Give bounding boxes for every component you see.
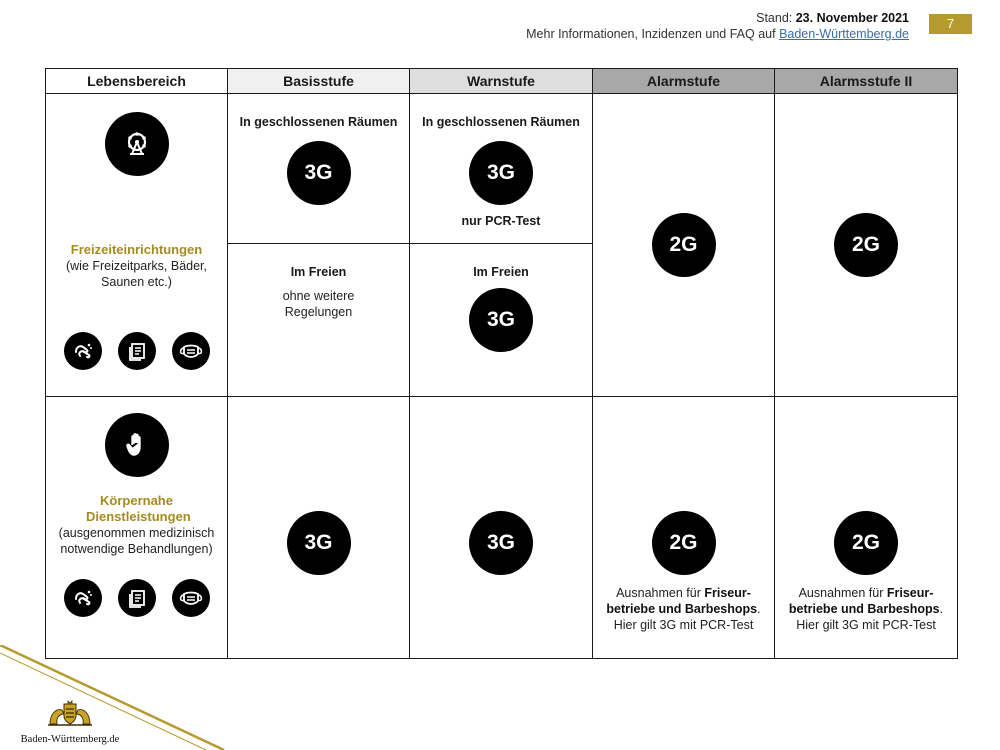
info-prefix: Mehr Informationen, Inzidenzen und FAQ auf [526, 27, 780, 41]
coat-of-arms-icon [44, 700, 96, 728]
note-suffix: . Hier gilt 3G mit PCR-Test [613, 602, 761, 632]
page-number: 7 [929, 14, 972, 34]
alarmstufe-2-dienstleistungen [775, 397, 958, 659]
document-icon [118, 332, 156, 370]
indoor-label: In geschlossenen Räumen [239, 115, 398, 129]
note-prefix: Ausnahmen für [616, 586, 705, 600]
warnstufe-dienstleistungen [410, 397, 593, 659]
indoor-label: In geschlossenen Räumen [422, 115, 580, 129]
badge-2g: 2G [652, 213, 716, 277]
alarmstufe-freizeit [593, 94, 775, 397]
note-suffix: . Hier gilt 3G mit PCR-Test [796, 602, 944, 632]
note-bold: Friseur-betriebe und Barbeshops [788, 586, 940, 616]
outdoor-note: ohne weitere Regelungen [282, 289, 355, 319]
badge-3g: 3G [287, 141, 351, 205]
badge-2g: 2G [834, 213, 898, 277]
badge-3g: 3G [469, 141, 533, 205]
document-icon [118, 579, 156, 617]
face-mask-icon [172, 332, 210, 370]
note-prefix: Ausnahmen für [798, 586, 887, 600]
note-bold: Friseur-betriebe und Barbeshops [606, 586, 758, 616]
rule-icons [46, 579, 227, 617]
lebensbereich-dienstleistungen [46, 397, 228, 659]
alarmstufe-dienstleistungen [593, 397, 775, 659]
face-mask-icon [172, 579, 210, 617]
table-header-row [46, 69, 958, 94]
info-line [526, 26, 909, 42]
basisstufe-dienstleistungen [228, 397, 410, 659]
badge-3g: 3G [287, 511, 351, 575]
badge-3g: 3G [469, 288, 533, 352]
exception-note [593, 585, 774, 633]
header-basisstufe: Basisstufe [228, 69, 410, 94]
basisstufe-freizeit [228, 94, 410, 397]
badge-3g: 3G [469, 511, 533, 575]
warnstufe-freizeit [410, 94, 593, 397]
badge-2g: 2G [652, 511, 716, 575]
hand-washing-icon [64, 332, 102, 370]
category-title: Körpernahe Dienstleistungen [86, 493, 191, 524]
stand-label: Stand: [756, 11, 796, 25]
alarmstufe-2-freizeit [775, 94, 958, 397]
info-link[interactable]: Baden-Württemberg.de [779, 27, 909, 41]
exception-note [775, 585, 957, 633]
header-lebensbereich: Lebensbereich [46, 69, 228, 94]
rules-table [45, 68, 958, 659]
header-alarmstufe: Alarmstufe [593, 69, 775, 94]
logo-text: Baden-Württemberg.de [20, 734, 120, 745]
header-alarmstufe-2: Alarmsstufe II [775, 69, 958, 94]
stand-date: 23. November 2021 [795, 11, 909, 25]
rule-icons [46, 332, 227, 370]
table-row [46, 397, 958, 659]
badge-2g: 2G [834, 511, 898, 575]
category-title: Freizeiteinrichtungen [70, 242, 203, 257]
state-logo [10, 700, 130, 745]
hand-washing-icon [64, 579, 102, 617]
hand-stop-icon [105, 413, 169, 477]
lebensbereich-freizeit [46, 94, 228, 397]
category-subtitle: (ausgenommen medizinisch notwendige Behandlungen) [58, 526, 215, 556]
table-row [46, 94, 958, 397]
ferris-wheel-icon [105, 112, 169, 176]
stand-line [526, 10, 909, 26]
header-warnstufe: Warnstufe [410, 69, 593, 94]
outdoor-label: Im Freien [290, 265, 347, 279]
page-header [526, 10, 909, 42]
pcr-note: nur PCR-Test [461, 214, 541, 228]
category-subtitle: (wie Freizeitparks, Bäder, Saunen etc.) [65, 259, 208, 289]
outdoor-label: Im Freien [473, 265, 529, 279]
